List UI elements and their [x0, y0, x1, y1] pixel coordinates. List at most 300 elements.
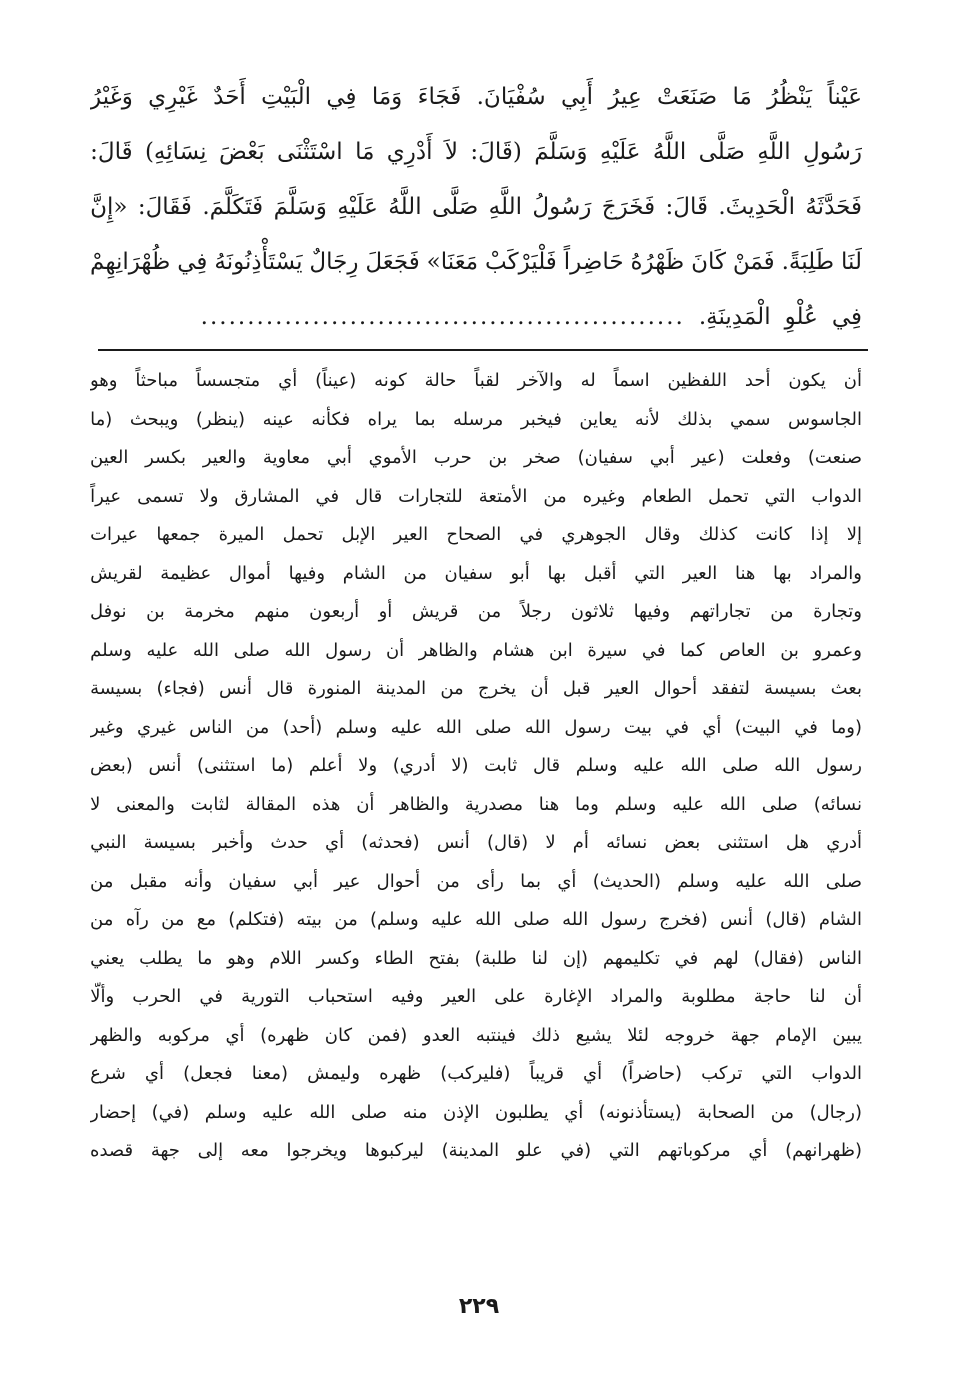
commentary-word: هشام	[492, 639, 535, 661]
commentary-word: عليه	[431, 909, 463, 930]
commentary-word: كان	[324, 1024, 353, 1046]
hadith-line	[90, 180, 862, 235]
hadith-word: الْبَيْتِ	[261, 84, 312, 110]
commentary-word: استحباب	[307, 986, 373, 1007]
commentary-word: في	[674, 947, 699, 969]
commentary-line	[90, 1017, 862, 1056]
hadith-word: لاَ	[444, 139, 459, 165]
commentary-word: لا	[545, 832, 556, 853]
hadith-word: مَا	[732, 84, 752, 110]
commentary-word: الميرة	[218, 524, 265, 545]
commentary-word: (في	[560, 1140, 592, 1161]
commentary-word: أي	[583, 1063, 603, 1084]
commentary-word: مخرمة	[184, 601, 235, 622]
commentary-word: وسلم	[90, 639, 132, 661]
commentary-word: أقبل	[583, 562, 617, 584]
hadith-word: صَنَعَتْ	[657, 84, 718, 110]
commentary-word: أنس	[436, 832, 470, 853]
commentary-word: ويبحث	[129, 408, 179, 430]
hadith-word: اللَّهُ	[388, 194, 422, 220]
commentary-word: بسيسة	[90, 678, 143, 699]
hadith-word: فَمَنْ	[732, 249, 775, 275]
commentary-word: بها	[773, 562, 792, 584]
hadith-word: نِسَائِهِ)	[144, 139, 207, 165]
commentary-word: من	[90, 870, 114, 892]
commentary-word: كذلك	[698, 524, 738, 545]
commentary-word: كما	[680, 639, 705, 661]
commentary-line	[90, 1132, 862, 1171]
commentary-word: الإغارة	[544, 986, 593, 1007]
hadith-word: وَسَلَّمَ	[534, 139, 588, 165]
commentary-word: هذه	[312, 793, 341, 815]
commentary-word: حدث	[270, 832, 308, 853]
commentary-word: اللام	[269, 947, 302, 969]
commentary-word: والآخر	[517, 370, 563, 391]
commentary-word: صلى	[350, 1101, 388, 1123]
commentary-word: لنا	[531, 947, 549, 969]
hadith-word: سُفْيَانَ.	[476, 84, 546, 110]
commentary-word: تحمل	[282, 524, 324, 545]
commentary-word: المشارق	[234, 485, 300, 507]
commentary-word: قبل	[562, 678, 591, 699]
commentary-word: أو	[378, 601, 393, 622]
commentary-word: يعاين	[579, 408, 618, 430]
commentary-word: وسلم	[677, 870, 720, 892]
hadith-word: بَعْضَ	[218, 139, 265, 165]
hadith-word: طَلِبَةً.	[781, 249, 835, 275]
commentary-word: من	[334, 909, 358, 930]
commentary-word: رآه	[125, 909, 149, 930]
commentary-word: (ينظر)	[195, 408, 246, 430]
commentary-word: أن	[385, 639, 405, 661]
commentary-word: لهم	[713, 947, 739, 969]
hadith-word: فَلْيَرْكَبْ	[485, 249, 557, 275]
hadith-word: قَالَ:	[90, 139, 133, 165]
commentary-word: وسلم	[575, 755, 618, 776]
commentary-word: والمراد	[610, 986, 664, 1007]
commentary-word: الأموي	[368, 447, 417, 468]
commentary-line	[90, 362, 862, 401]
commentary-word: الجاسوس	[788, 408, 862, 430]
commentary-word: (وما	[831, 716, 862, 738]
commentary-word: الدواب	[811, 1063, 862, 1084]
commentary-word: مباحثاً	[135, 370, 178, 391]
commentary-word: لتفقد	[711, 678, 750, 699]
commentary-line	[90, 1094, 862, 1133]
commentary-line	[90, 786, 862, 825]
commentary-word: مع	[196, 909, 216, 930]
hadith-word: كَانَ	[691, 249, 726, 275]
commentary-word: ابن	[549, 639, 573, 661]
hadith-word: صَلَّى	[698, 139, 745, 165]
commentary-word: هنا	[538, 793, 560, 815]
commentary-word: أي	[325, 832, 345, 853]
commentary-word: في	[794, 716, 818, 738]
commentary-word: بكسر	[145, 447, 187, 468]
commentary-word: العدو	[422, 1024, 461, 1046]
commentary-word: حرب	[433, 447, 472, 468]
commentary-word: الدواب	[811, 485, 862, 507]
commentary-word: مطلوبة	[681, 986, 736, 1007]
commentary-word: مركوباتهم	[657, 1140, 731, 1161]
commentary-word: بن	[780, 639, 799, 661]
commentary-word: من	[440, 678, 464, 699]
commentary-word: أي	[278, 370, 298, 391]
commentary-word: في	[641, 639, 666, 661]
commentary-word: يطلب	[139, 947, 183, 969]
commentary-word: وعمرو	[813, 639, 862, 661]
commentary-word: (فتكلم)	[228, 909, 285, 930]
commentary-word: العير	[441, 986, 477, 1007]
hadith-word: حَاضِراً	[563, 249, 624, 275]
commentary-word: رسول	[564, 716, 611, 738]
hadith-word: فَخَرَجَ	[601, 194, 656, 220]
commentary-word: يشيع	[575, 1024, 612, 1046]
commentary-line	[90, 439, 862, 478]
commentary-word: المدينة)	[441, 1140, 500, 1161]
commentary-word: الإذن	[442, 1101, 480, 1123]
commentary-word: الناس	[189, 716, 233, 738]
commentary-word: منهم	[254, 601, 290, 622]
commentary-word: صلى	[761, 793, 798, 815]
hadith-word: فَتَكَلَّمَ.	[202, 194, 264, 220]
commentary-word: كونه	[374, 370, 407, 391]
commentary-word: خروجه	[664, 1024, 716, 1046]
commentary-word: وكسر	[316, 947, 360, 969]
commentary-word: يطلبون	[494, 1101, 549, 1123]
hadith-word: وَمَا	[371, 84, 403, 110]
commentary-word: من	[403, 562, 427, 584]
commentary-word: لئلا	[627, 1024, 649, 1046]
commentary-word: والعير	[202, 447, 247, 468]
commentary-word: من	[477, 601, 502, 622]
commentary-word: وهو	[90, 370, 118, 391]
commentary-word: من	[245, 716, 270, 738]
hadith-word: وَغَيْرُ	[90, 84, 133, 110]
hadith-word: ظُهْرَانِهِمْ	[90, 249, 171, 275]
commentary-word: وسلم)	[370, 909, 419, 930]
commentary-word: لنا	[809, 986, 826, 1007]
commentary-word: وليمش	[307, 1063, 361, 1084]
hadith-text-block	[90, 70, 862, 345]
hadith-word: وَسَلَّمَ	[273, 194, 327, 220]
hadith-line	[90, 290, 862, 345]
hadith-word: عَلَيْهِ	[599, 139, 641, 165]
commentary-word: عيرات	[90, 524, 139, 545]
commentary-word: تسمى	[137, 485, 184, 507]
commentary-word: قال	[355, 485, 383, 507]
commentary-word: إحضار	[90, 1101, 137, 1123]
commentary-word: معاوية	[262, 447, 311, 468]
hadith-line	[90, 235, 862, 290]
commentary-word: أي	[557, 870, 577, 892]
commentary-word: (الحديث)	[592, 870, 662, 892]
commentary-line	[90, 516, 862, 555]
commentary-word: أن	[843, 370, 862, 391]
commentary-word: عليه	[390, 716, 423, 738]
hadith-line	[90, 125, 862, 180]
footnote-separator-rule	[98, 349, 868, 351]
commentary-line	[90, 824, 862, 863]
commentary-word: عليه	[672, 793, 704, 815]
commentary-line	[90, 901, 862, 940]
commentary-word: مركوبه	[157, 1024, 210, 1046]
commentary-word: لقريش	[90, 562, 143, 584]
commentary-word: (لا	[451, 755, 469, 776]
commentary-word: أربعون	[309, 601, 360, 622]
commentary-word: ولا	[358, 755, 378, 776]
commentary-word: ثابت	[484, 755, 518, 776]
commentary-word: التي	[761, 1063, 793, 1084]
commentary-word: الله	[475, 909, 502, 930]
commentary-word: نسائه)	[813, 793, 862, 815]
commentary-word: بن	[488, 447, 508, 468]
commentary-word: الأمتعة	[478, 485, 528, 507]
commentary-word: متجسساً	[195, 370, 261, 391]
commentary-word: في	[519, 524, 544, 545]
commentary-word: سفيان	[228, 870, 277, 892]
hadith-line	[90, 70, 862, 125]
commentary-line	[90, 401, 862, 440]
commentary-word: أدري	[826, 832, 862, 853]
commentary-word: مصدرية	[464, 793, 523, 815]
commentary-word: صلى	[722, 755, 759, 776]
commentary-word: هل	[785, 832, 810, 853]
commentary-word: وسلم	[335, 716, 378, 738]
commentary-word: الجوهري	[561, 524, 627, 545]
commentary-word: من	[436, 870, 460, 892]
commentary-word: أحوال	[653, 678, 698, 699]
commentary-word: وفيها	[288, 562, 326, 584]
hadith-word: فِي	[831, 304, 862, 330]
hadith-word: فَجَعَلَ	[365, 249, 420, 275]
commentary-word: لا	[90, 793, 101, 815]
commentary-word: وما	[575, 793, 599, 815]
commentary-word: وفيها	[633, 601, 671, 622]
commentary-word: أعلم	[308, 755, 343, 776]
commentary-word: رسول	[325, 639, 372, 661]
commentary-word: من	[161, 909, 185, 930]
commentary-word: وغيره	[582, 485, 626, 507]
commentary-word: بعض	[664, 832, 701, 853]
hadith-word: يَنْظُرُ	[767, 84, 813, 110]
commentary-word: لأنه	[634, 408, 660, 430]
commentary-word: أي	[144, 1063, 164, 1084]
hadith-word: رَسُولِ	[803, 139, 862, 165]
hadith-word: صَلَّى	[431, 194, 479, 220]
commentary-line	[90, 747, 862, 786]
commentary-word: مقبل	[129, 870, 168, 892]
commentary-line	[90, 709, 862, 748]
commentary-word: (حاضراً)	[621, 1063, 683, 1084]
commentary-word: فيخبر	[520, 408, 562, 430]
hadith-word: «إِنَّ	[90, 194, 128, 220]
commentary-word: (أحد)	[282, 716, 323, 738]
hadith-word: اللَّهِ	[488, 194, 522, 220]
commentary-word: عيراً	[90, 485, 122, 507]
commentary-word: العاص	[719, 639, 766, 661]
commentary-word: العير	[604, 678, 640, 699]
hadith-word: فَجَاءَ	[417, 84, 462, 110]
commentary-word: وسلم	[204, 1101, 247, 1123]
commentary-word: بما	[520, 870, 542, 892]
commentary-word: وفيه	[391, 986, 424, 1007]
commentary-word: والظاهر	[418, 639, 478, 661]
commentary-word: ذلك	[531, 1024, 561, 1046]
commentary-word: بها	[547, 562, 567, 584]
commentary-word: بسيسة	[764, 678, 817, 699]
commentary-word: الإبل	[341, 524, 376, 545]
commentary-word: (عيناً)	[315, 370, 357, 391]
commentary-word: الصحاح	[446, 524, 502, 545]
commentary-word: بيت	[623, 716, 652, 738]
commentary-word: وألّا	[90, 986, 115, 1007]
commentary-word: استثنى)	[197, 755, 256, 776]
commentary-word: (فقال)	[753, 947, 804, 969]
commentary-word: تكليمهم	[602, 947, 660, 969]
commentary-word: أحد	[744, 370, 771, 391]
hadith-word: مَعَنَا»	[426, 249, 479, 275]
commentary-word: ليركبوها	[364, 1140, 424, 1161]
hadith-word: اللَّهِ	[757, 139, 791, 165]
commentary-word: فجعل)	[183, 1063, 233, 1084]
commentary-word: وتجارة	[813, 601, 862, 622]
commentary-word: لقباً	[474, 370, 500, 391]
commentary-word: من	[770, 1101, 795, 1123]
hadith-word: عُلْوِ	[784, 304, 818, 330]
commentary-word: أنس	[720, 909, 754, 930]
commentary-word: أحوال	[376, 870, 421, 892]
commentary-word: الله	[680, 755, 707, 776]
commentary-word: سفيان)	[577, 447, 633, 468]
commentary-word: اللفظين	[667, 370, 727, 391]
commentary-word: التي	[764, 485, 796, 507]
commentary-word: الله	[192, 639, 219, 661]
commentary-word: ما	[197, 947, 213, 969]
hadith-word: ....................................................	[200, 304, 685, 330]
commentary-word: (عير	[691, 447, 725, 468]
commentary-word: (قال)	[486, 832, 529, 853]
hadith-word: عِيرُ	[608, 84, 642, 110]
commentary-word: هنا	[734, 562, 756, 584]
commentary-word: الله	[524, 716, 551, 738]
commentary-word: في	[199, 986, 224, 1007]
commentary-word: سفيان	[444, 562, 493, 584]
commentary-word: علو	[516, 1140, 543, 1161]
commentary-word: عينه	[262, 408, 294, 430]
commentary-word: تحمل	[707, 485, 749, 507]
commentary-line	[90, 478, 862, 517]
commentary-word: أبي	[326, 447, 352, 468]
commentary-word: الناس	[818, 947, 862, 969]
commentary-word: عليه	[262, 1101, 294, 1123]
commentary-word: بعث	[830, 678, 862, 699]
commentary-word: عليه	[146, 639, 179, 661]
commentary-word: أنس	[219, 678, 252, 699]
commentary-word: قريباً	[529, 1063, 564, 1084]
commentary-word: وفعلت	[741, 447, 792, 468]
commentary-word: بسيسة	[143, 832, 196, 853]
commentary-word: سيرة	[587, 639, 628, 661]
commentary-word: عليه	[735, 870, 768, 892]
commentary-word: (قال)	[765, 909, 807, 930]
commentary-word: نسائه	[606, 832, 648, 853]
commentary-word: والظهر	[90, 1024, 143, 1046]
commentary-line	[90, 593, 862, 632]
commentary-word: وأخبر	[213, 832, 254, 853]
commentary-word: سمي	[730, 408, 771, 430]
commentary-word: منه	[402, 1101, 428, 1123]
commentary-word: ولا	[199, 485, 219, 507]
commentary-word: استثنى	[717, 832, 769, 853]
commentary-word: التي	[608, 1140, 640, 1161]
commentary-word: أن	[843, 986, 862, 1007]
commentary-line	[90, 632, 862, 671]
hadith-word: أَدْرِي	[386, 139, 433, 165]
commentary-word: (رجال)	[809, 1101, 862, 1123]
commentary-word: ويخرجوا	[286, 1140, 348, 1161]
commentary-word: فكأنه	[311, 408, 351, 430]
hadith-word: اسْتَثْنَى	[277, 139, 343, 165]
commentary-text-block	[90, 362, 862, 1171]
commentary-word: النبي	[90, 832, 127, 853]
commentary-word: قصده	[90, 1140, 134, 1161]
commentary-word: إلى	[197, 1140, 224, 1161]
commentary-word: الله	[309, 1101, 336, 1123]
commentary-word: الله	[774, 755, 801, 776]
hadith-word: أَبِي	[561, 84, 593, 110]
commentary-word: غيري	[136, 716, 176, 738]
commentary-word: الشام	[342, 562, 386, 584]
commentary-word: يراه	[367, 408, 398, 430]
commentary-word: ظهره)	[260, 1024, 310, 1046]
commentary-word: للتجارات	[398, 485, 463, 507]
commentary-word: (يستأذنونه)	[598, 1101, 682, 1123]
hadith-word: فِي	[177, 249, 208, 275]
commentary-word: وهو	[227, 947, 255, 969]
commentary-word: العين	[90, 447, 129, 468]
hadith-word: قَالَ:	[665, 194, 708, 220]
commentary-word: عليه	[633, 755, 665, 776]
commentary-word: الصحابة	[697, 1101, 756, 1123]
commentary-word: أي	[702, 716, 722, 738]
commentary-word: أبي	[292, 870, 318, 892]
commentary-word: قال	[532, 755, 561, 776]
commentary-word: في	[315, 485, 340, 507]
commentary-word: (ما	[90, 408, 113, 430]
commentary-word: الله	[435, 716, 462, 738]
commentary-word: الله	[719, 793, 746, 815]
hadith-word: (قَالَ:	[470, 139, 522, 165]
commentary-word: الطاء	[374, 947, 414, 969]
commentary-word: (معنا	[251, 1063, 288, 1084]
commentary-word: إلا	[846, 524, 862, 545]
commentary-word: معه	[240, 1140, 269, 1161]
commentary-word: التي	[634, 562, 666, 584]
commentary-line	[90, 555, 862, 594]
commentary-word: بفتح	[428, 947, 460, 969]
hadith-word: رَسُولُ	[532, 194, 592, 220]
commentary-word: (ما	[271, 755, 294, 776]
commentary-word: لثابت	[190, 793, 230, 815]
commentary-word: ثلاثون	[570, 601, 615, 622]
hadith-word: اللَّهُ	[652, 139, 687, 165]
commentary-line	[90, 863, 862, 902]
commentary-word: المقالة	[245, 793, 297, 815]
commentary-word: (ظهرانهم)	[785, 1140, 862, 1161]
commentary-word: المنورة	[307, 678, 362, 699]
commentary-word: بن	[146, 601, 165, 622]
